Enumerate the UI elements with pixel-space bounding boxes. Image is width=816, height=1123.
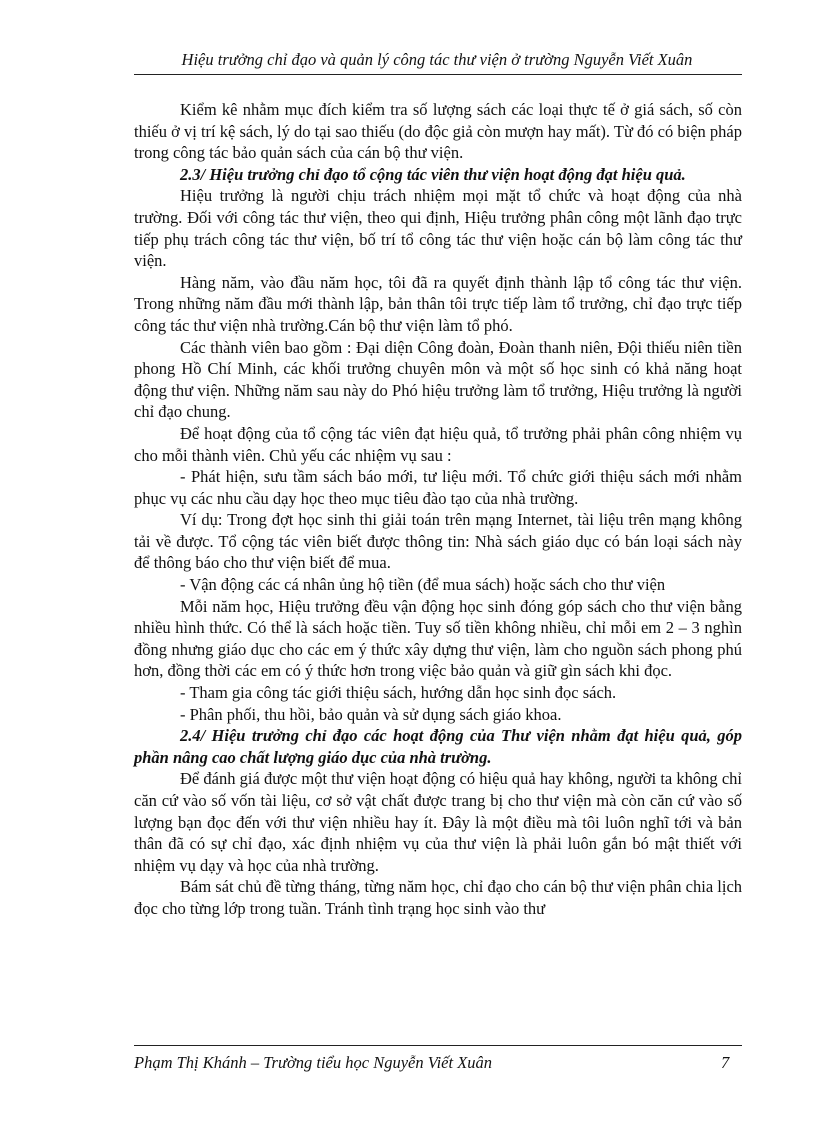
paragraph: Ví dụ: Trong đợt học sinh thi giải toán trên mạng Internet, tài liệu trên mạng không tải về được. Tổ cộng tác viên biết được thông tin: Nhà sách giáo dục có bán loại sách này để thông báo cho thư viện biết để mua. <box>134 510 742 573</box>
paragraph: - Phân phối, thu hồi, bảo quản và sử dụng sách giáo khoa. <box>180 704 562 724</box>
body-text <box>134 99 742 920</box>
paragraph: - Phát hiện, sưu tầm sách báo mới, tư liệu mới. Tổ chức giới thiệu sách mới nhằm phục vụ các nhu cầu dạy học theo mục tiêu đào tạo của nhà trường. <box>134 467 742 508</box>
paragraph: Bám sát chủ đề từng tháng, từng năm học, chỉ đạo cho cán bộ thư viện phân chia lịch đọc cho từng lớp trong tuần. Tránh tình trạng học sinh vào thư <box>134 877 743 918</box>
paragraph: Kiểm kê nhằm mục đích kiểm tra số lượng sách các loại thực tế ở giá sách, số còn thiếu ở vị trí kệ sách, lý do tại sao thiếu (do độc giả còn mượn hay mất). Từ đó có biện pháp trong công tác bảo quản sách của cán bộ thư viện. <box>134 100 742 163</box>
paragraph: - Tham gia công tác giới thiệu sách, hướng dẫn học sinh đọc sách. <box>180 683 617 703</box>
section-heading: 2.4/ Hiệu trưởng chỉ đạo các hoạt động của Thư viện nhằm đạt hiệu quả, góp phần nâng cao chất lượng giáo dục của nhà trường. <box>134 726 742 767</box>
paragraph: - Vận động các cá nhân ủng hộ tiền (để mua sách) hoặc sách cho thư viện <box>180 575 666 595</box>
paragraph: Để hoạt động của tổ cộng tác viên đạt hiệu quả, tổ trưởng phải phân công nhiệm vụ cho mỗi thành viên. Chủ yếu các nhiệm vụ sau : <box>134 423 742 465</box>
footer-rule <box>134 1045 742 1046</box>
paragraph: Để đánh giá được một thư viện hoạt động có hiệu quả hay không, người ta không chỉ căn cứ vào số vốn tài liệu, cơ sở vật chất được trang bị cho thư viện mà còn căn cứ vào số lượng bạn đọc đến với thư viện nhiều hay ít. Đây là một điều mà tôi luôn nghĩ tới và bản thân đã có sự chỉ đạo, xác định nhiệm vụ của thư viện là phải luôn gắn bó mật thiết với nhiệm vụ dạy và học của nhà trường. <box>134 769 742 875</box>
paragraph: Hiệu trưởng là người chịu trách nhiệm mọi mặt tổ chức và hoạt động của nhà trường. Đối với công tác thư viện, theo qui định, Hiệu trưởng phân công một lãnh đạo trực tiếp phụ trách công tác thư viện, bố trí tổ công tác thư viện hoặc cán bộ làm công tác thư viện. <box>134 186 742 271</box>
paragraph: Các thành viên bao gồm : Đại diện Công đoàn, Đoàn thanh niên, Đội thiếu niên tiền phong Hồ Chí Minh, các khối trưởng chuyên môn và một số học sinh có khả năng hoạt động thư viện. Những năm sau này do Phó hiệu trưởng làm tổ trưởng, Hiệu trưởng là người chỉ đạo chung. <box>134 337 742 422</box>
page-number: 7 <box>721 1053 730 1072</box>
section-heading: 2.3/ Hiệu trưởng chỉ đạo tổ cộng tác viên thư viện hoạt động đạt hiệu quả. <box>180 164 686 184</box>
paragraph: Hàng năm, vào đầu năm học, tôi đã ra quyết định thành lập tổ công tác thư viện. Trong những năm đầu mới thành lập, bản thân tôi trực tiếp làm tổ trưởng, chỉ đạo trực tiếp công tác thư viện nhà trường.Cán bộ thư viện làm tổ phó. <box>134 272 742 335</box>
running-header-title: Hiệu trưởng chỉ đạo và quản lý công tác thư viện ở trường Nguyễn Viết Xuân <box>181 50 693 69</box>
footer-author-school: Phạm Thị Khánh – Trường tiểu học Nguyễn Viết Xuân <box>134 1053 493 1072</box>
header-rule <box>134 74 742 75</box>
paragraph: Mỗi năm học, Hiệu trưởng đều vận động học sinh đóng góp sách cho thư viện bằng nhiều hình thức. Có thể là sách hoặc tiền. Tuy số tiền không nhiều, chỉ mỗi em 2 – 3 nghìn đồng nhưng giáo dục cho các em ý thức xây dựng thư viện, làm cho nguồn sách phong phú hơn, đồng thời các em có ý thức hơn trong việc bảo quản và giữ gìn sách khi đọc. <box>134 596 742 681</box>
